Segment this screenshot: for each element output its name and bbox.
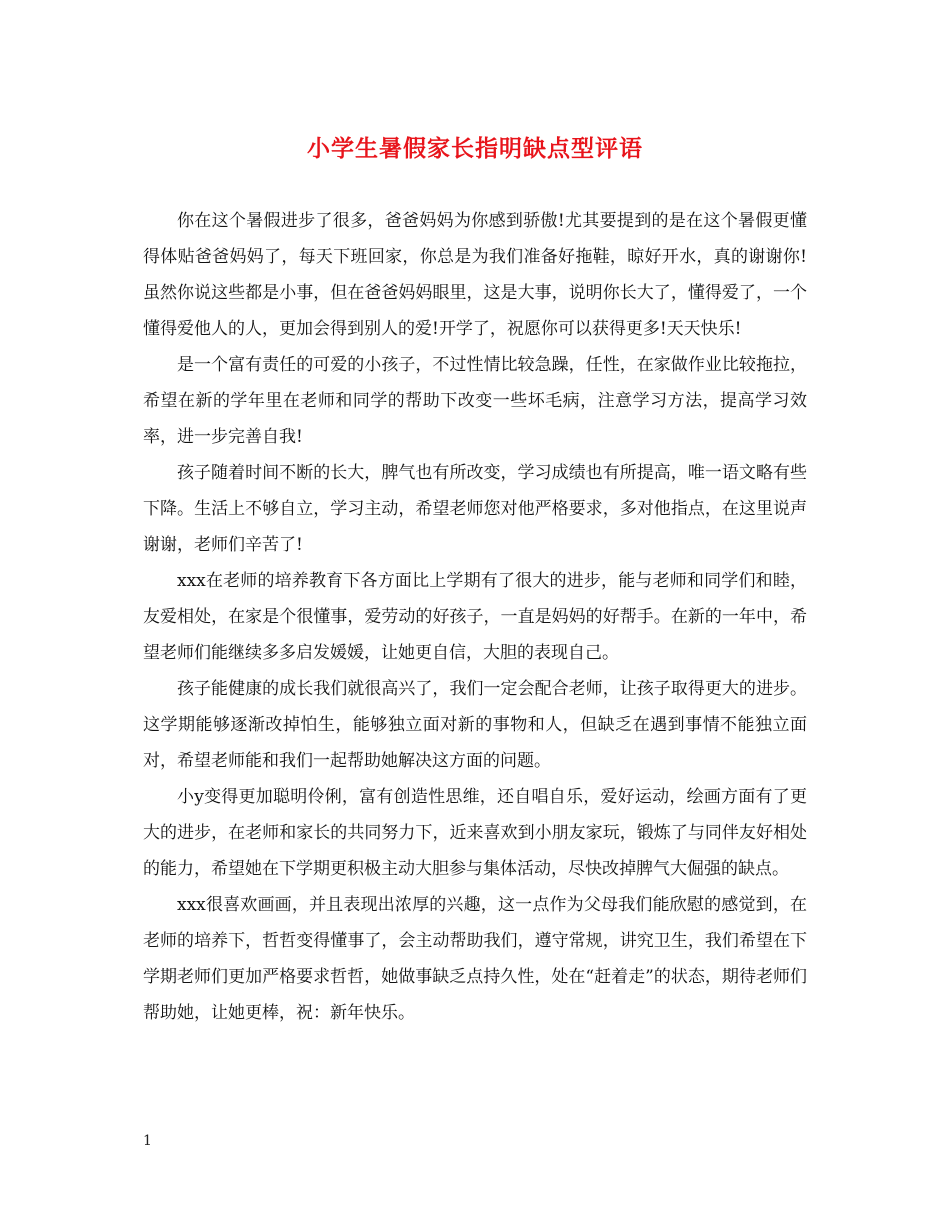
paragraph-6: 小y变得更加聪明伶俐，富有创造性思维，还自唱自乐，爱好运动，绘画方面有了更大的进步，在老师和家长的共同努力下，近来喜欢到小朋友家玩，锻炼了与同伴友好相处的能力，希望她在下学期更积极主动大胆参与集体活动，尽快改掉脾气大倔强的缺点。 (143, 787, 807, 879)
paragraph-2: 是一个富有责任的可爱的小孩子，不过性情比较急躁，任性，在家做作业比较拖拉，希望在新的学年里在老师和同学的帮助下改变一些坏毛病，注意学习方法，提高学习效率，进一步完善自我! (143, 355, 807, 447)
paragraph-5: 孩子能健康的成长我们就很高兴了，我们一定会配合老师，让孩子取得更大的进步。这学期能够逐渐改掉怕生，能够独立面对新的事物和人，但缺乏在遇到事情不能独立面对，希望老师能和我们一起帮助她解决这方面的问题。 (143, 679, 807, 771)
page-number: 1 (143, 1133, 152, 1149)
document-body (143, 203, 807, 1031)
paragraph-4: xxx在老师的培养教育下各方面比上学期有了很大的进步，能与老师和同学们和睦，友爱相处，在家是个很懂事，爱劳动的好孩子，一直是妈妈的好帮手。在新的一年中，希望老师们能继续多多启发媛媛，让她更自信，大胆的表现自己。 (143, 571, 807, 663)
document-title: 小学生暑假家长指明缺点型评语 (307, 135, 643, 162)
paragraph-3: 孩子随着时间不断的长大，脾气也有所改变，学习成绩也有所提高，唯一语文略有些下降。生活上不够自立，学习主动，希望老师您对他严格要求，多对他指点，在这里说声谢谢，老师们辛苦了! (143, 463, 807, 555)
paragraph-1: 你在这个暑假进步了很多，爸爸妈妈为你感到骄傲!尤其要提到的是在这个暑假更懂得体贴爸爸妈妈了，每天下班回家，你总是为我们准备好拖鞋，晾好开水，真的谢谢你!虽然你说这些都是小事，但在爸爸妈妈眼里，这是大事，说明你长大了，懂得爱了，一个懂得爱他人的人，更加会得到别人的爱!开学了，祝愿你可以获得更多!天天快乐! (143, 211, 807, 339)
paragraph-7: xxx很喜欢画画，并且表现出浓厚的兴趣，这一点作为父母我们能欣慰的感觉到，在老师的培养下，哲哲变得懂事了，会主动帮助我们，遵守常规，讲究卫生，我们希望在下学期老师们更加严格要求哲哲，她做事缺乏点持久性，处在“赶着走”的状态，期待老师们帮助她，让她更棒，祝：新年快乐。 (143, 895, 807, 1023)
